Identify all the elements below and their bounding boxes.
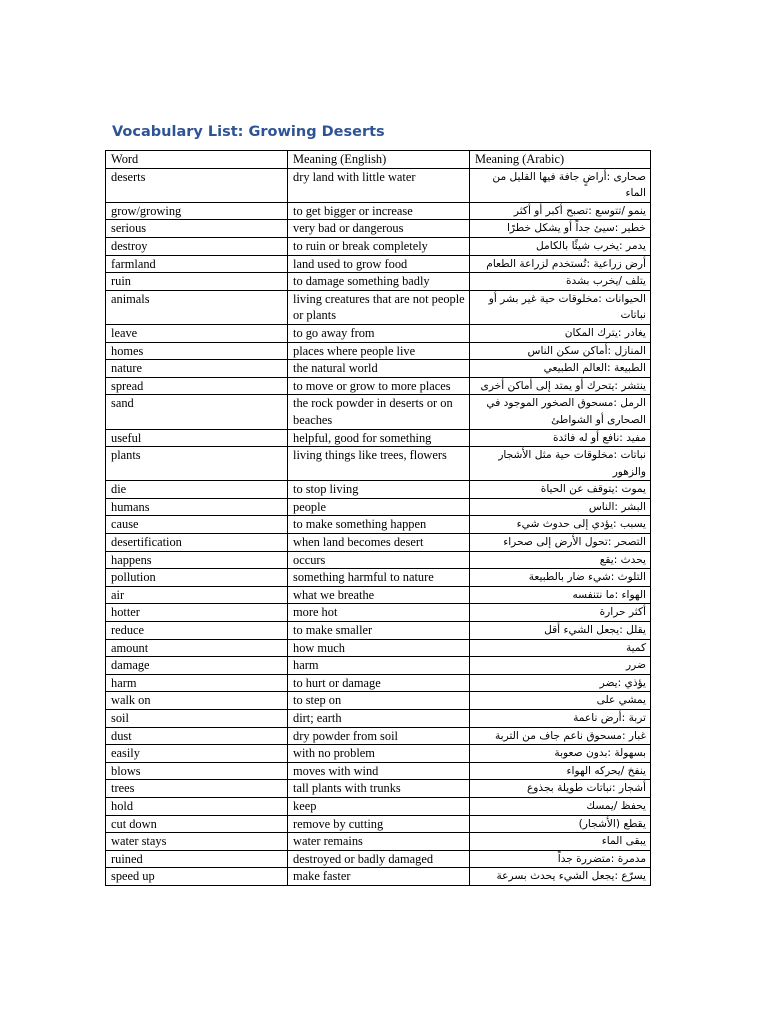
cell-meaning-english: to get bigger or increase — [288, 202, 470, 220]
cell-meaning-arabic: الحيوانات :مخلوقات حية غير بشر أو نباتات — [470, 290, 651, 324]
cell-meaning-arabic: بسهولة :بدون صعوبة — [470, 745, 651, 763]
header-word: Word — [106, 151, 288, 169]
cell-meaning-english: dirt; earth — [288, 710, 470, 728]
cell-meaning-arabic: ضرر — [470, 657, 651, 675]
table-row — [106, 569, 651, 587]
cell-meaning-english: tall plants with trunks — [288, 780, 470, 798]
cell-word: spread — [106, 377, 288, 395]
table-row — [106, 692, 651, 710]
cell-meaning-arabic: يتلف /يخرب بشدة — [470, 273, 651, 291]
cell-meaning-english: to stop living — [288, 481, 470, 499]
cell-meaning-english: moves with wind — [288, 762, 470, 780]
cell-word: serious — [106, 220, 288, 238]
cell-word: deserts — [106, 168, 288, 202]
cell-meaning-english: to step on — [288, 692, 470, 710]
cell-meaning-english: places where people live — [288, 342, 470, 360]
cell-meaning-english: something harmful to nature — [288, 569, 470, 587]
cell-word: destroy — [106, 237, 288, 255]
cell-meaning-arabic: كمية — [470, 639, 651, 657]
cell-word: dust — [106, 727, 288, 745]
table-row — [106, 220, 651, 238]
cell-meaning-arabic: أكثر حرارة — [470, 604, 651, 622]
cell-meaning-arabic: الطبيعة :العالم الطبيعي — [470, 360, 651, 378]
cell-meaning-arabic: يبقى الماء — [470, 833, 651, 851]
table-row — [106, 342, 651, 360]
cell-meaning-arabic: يسبب :يؤدي إلى حدوث شيء — [470, 516, 651, 534]
cell-meaning-arabic: أرض زراعية :تُستخدم لزراعة الطعام — [470, 255, 651, 273]
cell-word: hotter — [106, 604, 288, 622]
cell-meaning-english: harm — [288, 657, 470, 675]
cell-meaning-english: living creatures that are not people or plants — [288, 290, 470, 324]
cell-meaning-arabic: تربة :أرض ناعمة — [470, 710, 651, 728]
cell-word: homes — [106, 342, 288, 360]
cell-meaning-english: people — [288, 498, 470, 516]
cell-word: amount — [106, 639, 288, 657]
cell-meaning-english: dry powder from soil — [288, 727, 470, 745]
cell-meaning-english: to make something happen — [288, 516, 470, 534]
cell-meaning-english: water remains — [288, 833, 470, 851]
cell-meaning-english: make faster — [288, 868, 470, 886]
cell-meaning-arabic: المنازل :أماكن سكن الناس — [470, 342, 651, 360]
table-row — [106, 762, 651, 780]
cell-meaning-arabic: يموت :يتوقف عن الحياة — [470, 481, 651, 499]
cell-meaning-english: how much — [288, 639, 470, 657]
cell-word: reduce — [106, 622, 288, 640]
cell-word: useful — [106, 429, 288, 447]
cell-meaning-english: remove by cutting — [288, 815, 470, 833]
cell-word: blows — [106, 762, 288, 780]
cell-meaning-arabic: أشجار :نباتات طويلة بجذوع — [470, 780, 651, 798]
cell-word: ruin — [106, 273, 288, 291]
table-row — [106, 481, 651, 499]
cell-word: desertification — [106, 534, 288, 552]
table-row — [106, 551, 651, 569]
table-row — [106, 255, 651, 273]
table-row — [106, 429, 651, 447]
cell-word: leave — [106, 324, 288, 342]
table-row — [106, 833, 651, 851]
table-row — [106, 498, 651, 516]
table-row — [106, 360, 651, 378]
table-row — [106, 290, 651, 324]
cell-meaning-arabic: يغادر :يترك المكان — [470, 324, 651, 342]
cell-meaning-english: land used to grow food — [288, 255, 470, 273]
cell-meaning-english: occurs — [288, 551, 470, 569]
cell-word: sand — [106, 395, 288, 429]
cell-meaning-english: to ruin or break completely — [288, 237, 470, 255]
table-row — [106, 639, 651, 657]
cell-meaning-arabic: الهواء :ما نتنفسه — [470, 586, 651, 604]
cell-meaning-arabic: يدمر :يخرب شيئًا بالكامل — [470, 237, 651, 255]
cell-word: harm — [106, 674, 288, 692]
cell-meaning-english: helpful, good for something — [288, 429, 470, 447]
cell-meaning-english: destroyed or badly damaged — [288, 850, 470, 868]
cell-meaning-english: very bad or dangerous — [288, 220, 470, 238]
table-row — [106, 324, 651, 342]
table-row — [106, 237, 651, 255]
cell-word: humans — [106, 498, 288, 516]
header-meaning-arabic: Meaning (Arabic) — [470, 151, 651, 169]
cell-meaning-arabic: ينتشر :يتحرك أو يمتد إلى أماكن أخرى — [470, 377, 651, 395]
cell-word: walk on — [106, 692, 288, 710]
table-row — [106, 797, 651, 815]
cell-meaning-english: when land becomes desert — [288, 534, 470, 552]
cell-meaning-arabic: يحفظ /يمسك — [470, 797, 651, 815]
cell-word: pollution — [106, 569, 288, 587]
cell-meaning-arabic: يمشي على — [470, 692, 651, 710]
cell-meaning-arabic: غبار :مسحوق ناعم جاف من التربة — [470, 727, 651, 745]
cell-meaning-arabic: صحارى :أراضٍ جافة فيها القليل من الماء — [470, 168, 651, 202]
cell-meaning-arabic: ينمو /تتوسع :تصبح أكبر أو أكثر — [470, 202, 651, 220]
cell-meaning-english: to move or grow to more places — [288, 377, 470, 395]
cell-word: nature — [106, 360, 288, 378]
cell-meaning-english: living things like trees, flowers — [288, 447, 470, 481]
table-row — [106, 604, 651, 622]
cell-meaning-english: what we breathe — [288, 586, 470, 604]
cell-meaning-arabic: مدمرة :متضررة جداً — [470, 850, 651, 868]
cell-meaning-arabic: ينفخ /يحركه الهواء — [470, 762, 651, 780]
table-row — [106, 377, 651, 395]
table-row — [106, 850, 651, 868]
cell-meaning-english: keep — [288, 797, 470, 815]
cell-word: cause — [106, 516, 288, 534]
cell-meaning-english: to go away from — [288, 324, 470, 342]
table-row — [106, 710, 651, 728]
table-row — [106, 657, 651, 675]
cell-meaning-arabic: مفيد :نافع أو له فائدة — [470, 429, 651, 447]
table-row — [106, 745, 651, 763]
table-row — [106, 202, 651, 220]
table-row — [106, 868, 651, 886]
cell-meaning-arabic: البشر :الناس — [470, 498, 651, 516]
cell-word: happens — [106, 551, 288, 569]
table-row — [106, 273, 651, 291]
cell-meaning-arabic: الرمل :مسحوق الصخور الموجود في الصحارى أو الشواطئ — [470, 395, 651, 429]
cell-word: air — [106, 586, 288, 604]
cell-meaning-english: more hot — [288, 604, 470, 622]
table-row — [106, 534, 651, 552]
table-row — [106, 168, 651, 202]
cell-meaning-english: with no problem — [288, 745, 470, 763]
cell-word: cut down — [106, 815, 288, 833]
table-row — [106, 447, 651, 481]
cell-meaning-english: dry land with little water — [288, 168, 470, 202]
cell-meaning-arabic: يسرّع :يجعل الشيء يحدث بسرعة — [470, 868, 651, 886]
cell-word: farmland — [106, 255, 288, 273]
cell-meaning-arabic: نباتات :مخلوقات حية مثل الأشجار والزهور — [470, 447, 651, 481]
cell-meaning-arabic: يقطع (الأشجار) — [470, 815, 651, 833]
cell-word: die — [106, 481, 288, 499]
cell-meaning-english: to hurt or damage — [288, 674, 470, 692]
cell-word: animals — [106, 290, 288, 324]
cell-meaning-english: the rock powder in deserts or on beaches — [288, 395, 470, 429]
cell-word: water stays — [106, 833, 288, 851]
document-title: Vocabulary List: Growing Deserts — [112, 124, 385, 140]
table-row — [106, 815, 651, 833]
cell-meaning-english: to make smaller — [288, 622, 470, 640]
cell-meaning-arabic: يقلل :يجعل الشيء أقل — [470, 622, 651, 640]
table-header-row — [106, 151, 651, 169]
cell-word: hold — [106, 797, 288, 815]
cell-meaning-arabic: خطير :سيئ جداً أو يشكل خطرًا — [470, 220, 651, 238]
cell-word: damage — [106, 657, 288, 675]
vocabulary-table — [105, 150, 651, 886]
cell-meaning-arabic: التلوث :شيء ضار بالطبيعة — [470, 569, 651, 587]
cell-meaning-arabic: يحدث :يقع — [470, 551, 651, 569]
table-row — [106, 674, 651, 692]
vocabulary-table-body — [106, 168, 651, 885]
cell-word: ruined — [106, 850, 288, 868]
cell-meaning-arabic: يؤذي :يضر — [470, 674, 651, 692]
cell-word: grow/growing — [106, 202, 288, 220]
cell-word: plants — [106, 447, 288, 481]
table-row — [106, 622, 651, 640]
cell-word: soil — [106, 710, 288, 728]
table-row — [106, 780, 651, 798]
cell-word: speed up — [106, 868, 288, 886]
table-row — [106, 586, 651, 604]
cell-word: trees — [106, 780, 288, 798]
cell-meaning-english: the natural world — [288, 360, 470, 378]
table-row — [106, 516, 651, 534]
table-row — [106, 395, 651, 429]
cell-word: easily — [106, 745, 288, 763]
cell-meaning-arabic: التصحر :تحول الأرض إلى صحراء — [470, 534, 651, 552]
cell-meaning-english: to damage something badly — [288, 273, 470, 291]
header-meaning-english: Meaning (English) — [288, 151, 470, 169]
table-row — [106, 727, 651, 745]
